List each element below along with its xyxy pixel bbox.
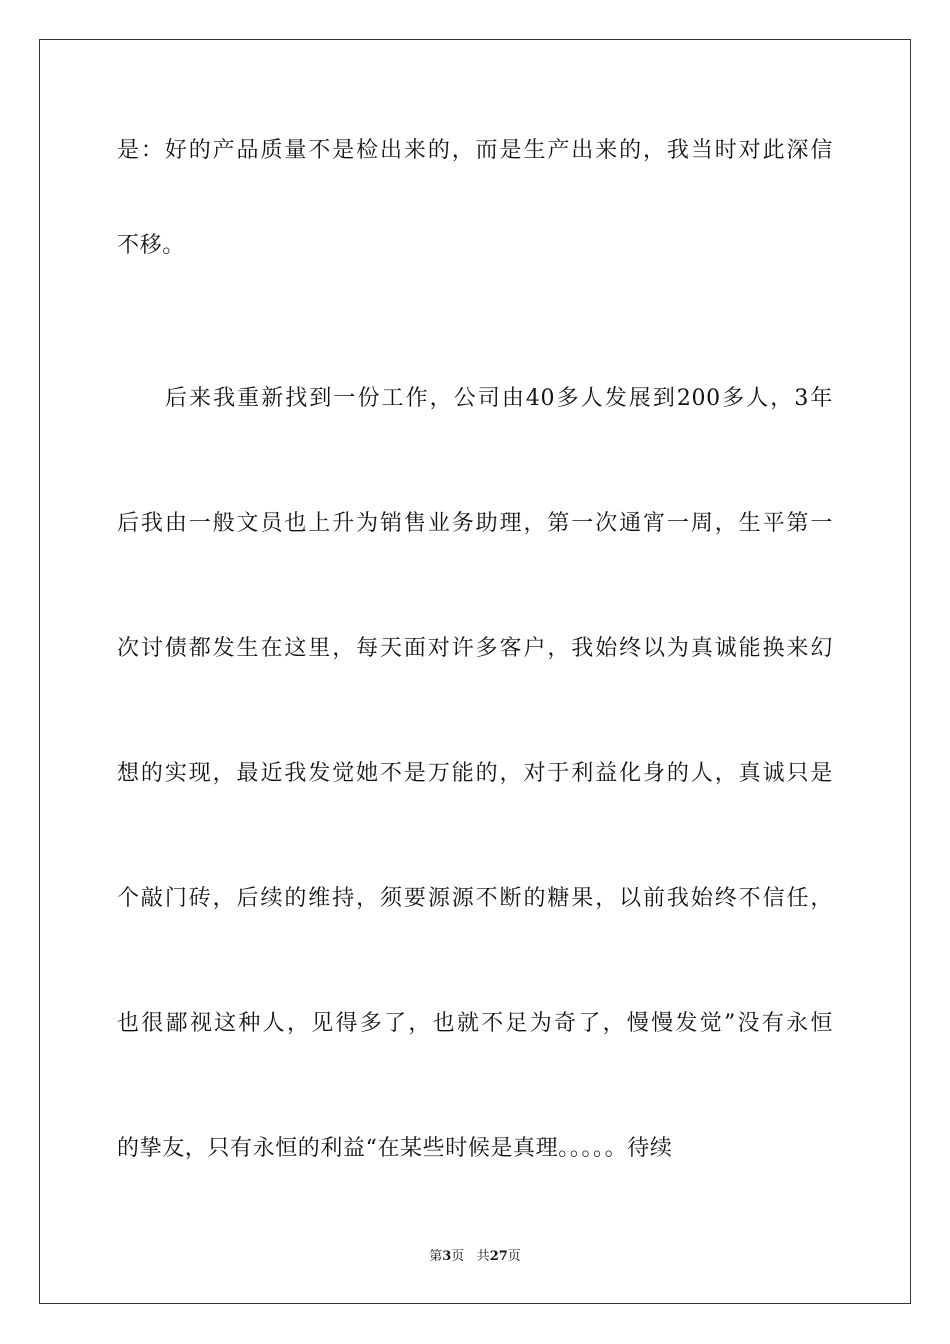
body-text-line: 是：好的产品质量不是检出来的，而是生产出来的，我当时对此深信 bbox=[117, 138, 833, 163]
total-prefix: 共 bbox=[476, 1249, 490, 1264]
body-text-line: 次讨债都发生在这里，每天面对许多客户，我始终以为真诚能换来幻 bbox=[117, 636, 833, 661]
body-text-line: 也很鄙视这种人，见得多了，也就不足为奇了，慢慢发觉”没有永恒 bbox=[117, 1011, 833, 1036]
total-pages: 27 bbox=[489, 1249, 508, 1264]
body-text-line: 的挚友，只有永恒的利益“在某些时候是真理。。。。。待续 bbox=[117, 1136, 673, 1161]
page-footer bbox=[0, 1248, 950, 1266]
page-current: 3 bbox=[442, 1249, 452, 1264]
page-prefix: 第 bbox=[429, 1249, 443, 1264]
body-text-line: 个敲门砖，后续的维持，须要源源不断的糖果，以前我始终不信任， bbox=[117, 886, 833, 911]
body-text-line: 后来我重新找到一份工作，公司由40多人发展到200多人，3年 bbox=[165, 386, 833, 411]
page-suffix: 页 bbox=[451, 1249, 465, 1264]
total-suffix: 页 bbox=[507, 1249, 521, 1264]
page-border bbox=[39, 39, 911, 1304]
body-text-line: 后我由一般文员也上升为销售业务助理，第一次通宵一周，生平第一 bbox=[117, 511, 833, 536]
body-text-line: 不移。 bbox=[117, 233, 185, 258]
body-text-line: 想的实现，最近我发觉她不是万能的，对于利益化身的人，真诚只是 bbox=[117, 761, 833, 786]
